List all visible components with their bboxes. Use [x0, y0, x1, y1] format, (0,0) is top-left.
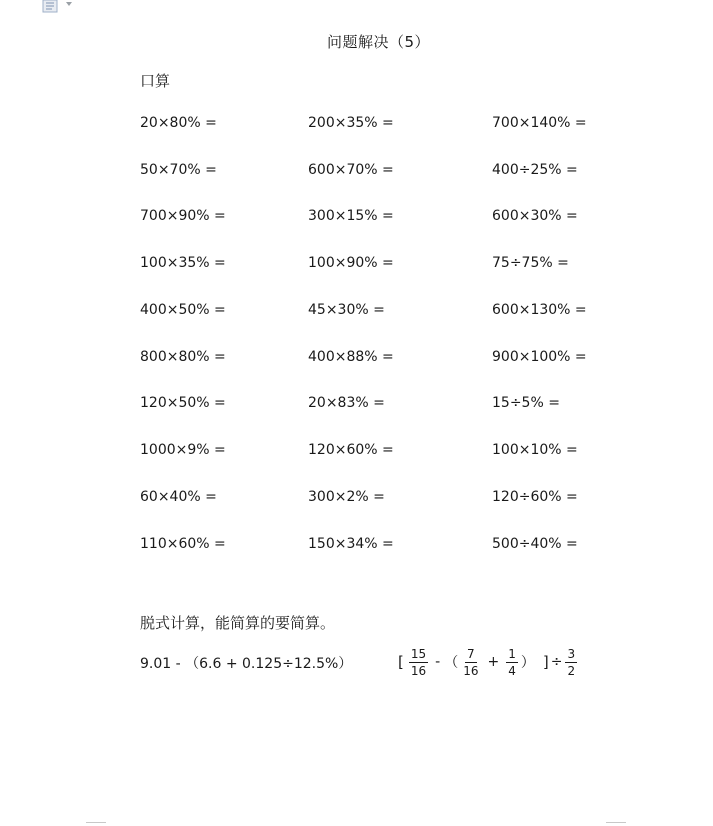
problem: 200×35% = [308, 115, 394, 131]
fraction-1 [409, 647, 428, 678]
problem: 600×130% = [492, 302, 587, 318]
denominator: 4 [508, 663, 516, 678]
problem: 800×80% = [140, 349, 226, 365]
numerator: 1 [508, 646, 516, 661]
problem: 400×50% = [140, 302, 226, 318]
minus-sign: - [435, 654, 441, 670]
problem: 600×70% = [308, 162, 394, 178]
problem: 110×60% = [140, 536, 226, 552]
problem: 900×100% = [492, 349, 587, 365]
problem: 600×30% = [492, 208, 578, 224]
problem: 700×140% = [492, 115, 587, 131]
divide-sign: ÷ [550, 654, 563, 670]
problem: 100×35% = [140, 255, 226, 271]
problem: 60×40% = [140, 489, 217, 505]
fraction-2 [461, 647, 480, 678]
expression-2 [396, 644, 580, 680]
problem: 300×15% = [308, 208, 394, 224]
document-icon[interactable] [42, 0, 60, 14]
problem: 120÷60% = [492, 489, 578, 505]
denominator: 16 [463, 663, 479, 678]
plus-sign: + [487, 654, 500, 670]
expression-1: 9.01 - （6.6 + 0.125÷12.5%） [140, 656, 353, 672]
close-paren: ） [520, 655, 535, 671]
close-bracket: ] [542, 653, 549, 671]
problem: 700×90% = [140, 208, 226, 224]
open-bracket: [ [398, 653, 404, 671]
problem: 20×80% = [140, 115, 217, 131]
fraction-3 [506, 647, 518, 678]
calculation-heading: 脱式计算，能简算的要简算。 [140, 614, 336, 632]
problem: 100×10% = [492, 442, 578, 458]
open-paren: （ [444, 655, 459, 671]
denominator: 16 [410, 663, 427, 678]
page-corner-mark-right [606, 822, 626, 823]
problem: 500÷40% = [492, 536, 578, 552]
page-title: 问题解决（5） [326, 33, 431, 51]
numerator: 3 [567, 646, 576, 661]
problem: 100×90% = [308, 255, 394, 271]
problem: 75÷75% = [492, 255, 569, 271]
page-corner-mark-left [86, 822, 106, 823]
problem: 120×50% = [140, 395, 226, 411]
numerator: 7 [467, 646, 475, 661]
problem: 150×34% = [308, 536, 394, 552]
problem: 120×60% = [308, 442, 394, 458]
problem: 400÷25% = [492, 162, 578, 178]
problem: 400×88% = [308, 349, 394, 365]
chevron-down-icon[interactable] [66, 2, 72, 6]
problem: 15÷5% = [492, 395, 560, 411]
problem: 300×2% = [308, 489, 385, 505]
problem: 1000×9% = [140, 442, 226, 458]
problem: 50×70% = [140, 162, 217, 178]
problem: 45×30% = [308, 302, 385, 318]
fraction-4 [565, 647, 577, 678]
problem: 20×83% = [308, 395, 385, 411]
denominator: 2 [567, 663, 576, 678]
mental-math-heading: 口算 [140, 72, 171, 90]
numerator: 15 [410, 646, 427, 661]
